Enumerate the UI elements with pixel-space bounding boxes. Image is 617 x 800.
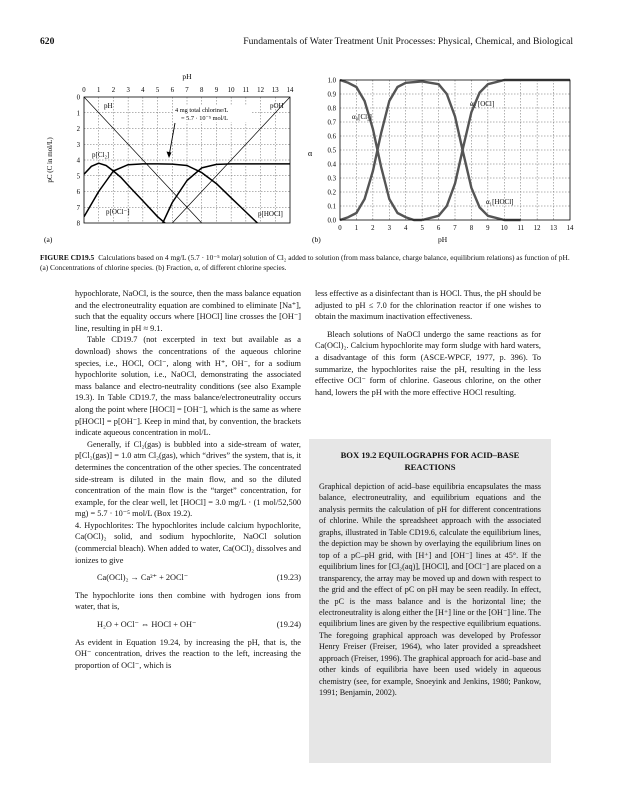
box-19-2 [309, 439, 551, 763]
figure-b-y-tick-label: 0.9 [327, 91, 336, 99]
figure-b-y-tick-label: 0.3 [327, 175, 336, 183]
figure-a-annotation-line2: = 5.7 · 10⁻⁵ mol/L [181, 115, 229, 122]
figure-b-y-tick-label: 0.1 [327, 203, 336, 211]
figure-b-y-tick-label: 0.5 [327, 147, 336, 155]
figure-a-y-tick-label: 1 [76, 110, 80, 118]
figure-b-panel-label: (b) [312, 235, 321, 244]
figure-a-annotation-arrow [169, 123, 175, 156]
figure-a-label-pocl: p[OCl⁻] [106, 208, 130, 216]
figure-a-series-line [99, 164, 290, 250]
paragraph: Generally, if Cl₂(gas) is bubbled into a side-stream of water, p[Cl₂(gas)] = 1.0 atm Cl₂(gas), which “drives” the system, that is, it determines the concentration of the other species. The concentrated side-stream is diluted in the main flow, and so the diluted concentration of the main flow is the “target” concentration, for example, for the clear well, let [HOCl] = 3.0 mg/L · (1 mol/52,500 mg) = 5.7 · 10⁻⁵ mol/L (Box 19.2). [75, 439, 301, 519]
paragraph: Table CD19.7 (not excerpted in text but available as a download) shows the concentrations of the aqueous chlorine species, i.e., HOCl, OCl⁻, along with H⁺, OH⁻, for a sodium hypochlorite solution, i.e., NaOCl, demonstrating the associated mass balance and electro-neutrality conditions (see also Example 19.3). In Table CD19.7, the mass balance/electroneutrality occurs along the point where [HOCl] = [OH⁻], which is the same as where p[HOCl] = p[OH⁻]. Keep in mind that, by convention, the brackets indicate aqueous concentration in mol/L. [75, 335, 301, 438]
figure-a-annotation-line1: 4 mg total chlorine/L [175, 107, 229, 114]
equation-number: (19.24) [276, 620, 301, 630]
figure-b-x-tick-label: 4 [404, 225, 408, 232]
list-item-hypochlorites: 4. Hypochlorites: The hypochlorites include calcium hypochlorite, Ca(OCl)₂ solid, and sodium hypochlorite, NaOCl solution (commercial bleach). When added to water, Ca(OCl)₂ dissolves and ionizes to give [75, 520, 301, 565]
figure-b-y-axis-label: α [308, 149, 313, 158]
figure-b-x-tick-label: 13 [550, 225, 557, 232]
figure-a-x-tick-label: 12 [257, 87, 264, 94]
figure-b-label-a0: α₀[Cl₂] [352, 113, 372, 121]
figure-a-x-tick-label: 13 [271, 87, 279, 94]
figure-a-label-phocl: p[HOCl] [258, 210, 283, 218]
figure-b-x-axis-label: pH [438, 235, 448, 244]
figure-b-x-tick-label: 5 [420, 225, 424, 232]
figure-a-y-tick-label: 5 [76, 173, 80, 181]
figure-b-x-tick-label: 7 [453, 225, 457, 232]
equation-number: (19.23) [276, 573, 301, 583]
figure-a-x-tick-label: 3 [126, 87, 130, 94]
figure-b-y-tick-label: 1.0 [327, 77, 336, 85]
figure-a-x-tick-label: 5 [155, 87, 160, 94]
left-column [75, 288, 301, 671]
equation-text: H₂O + OCl⁻ ⇔ HOCl + OH⁻ [97, 620, 197, 630]
figure-a-y-tick-label: 4 [76, 157, 80, 165]
figure-a-y-tick-label: 7 [76, 204, 80, 212]
figure-b-y-tick-label: 0.0 [327, 217, 336, 225]
figure-a-y-tick-label: 0 [76, 94, 80, 102]
figure-a-x-tick-label: 7 [185, 87, 189, 94]
figure-a-y-tick-label: 2 [76, 126, 80, 133]
figure-a-x-tick-label: 0 [82, 87, 86, 94]
figure-b-x-tick-label: 12 [533, 225, 541, 232]
running-header [40, 36, 573, 50]
figure-b-label-a1: α₁[HOCl] [486, 198, 514, 206]
figure-b-x-tick-label: 11 [517, 225, 524, 232]
figure-b-x-tick-label: 0 [338, 225, 342, 232]
figure-a-panel-label: (a) [44, 235, 53, 244]
figure-b-y-tick-label: 0.6 [327, 133, 336, 141]
figure-a-top-axis-label: pH [182, 72, 192, 81]
figure-a-x-tick-label: 11 [242, 87, 250, 94]
paragraph: As evident in Equation 19.24, by increasing the pH, that is, the OH⁻ concentration, drives the reaction to the left, increasing the proportion of OCl⁻, which is [75, 637, 301, 670]
figure-b-y-tick-label: 0.8 [327, 105, 336, 113]
figure-b-x-tick-label: 1 [354, 225, 359, 232]
figure-b-x-tick-label: 8 [469, 225, 474, 232]
paragraph: less effective as a disinfectant than is HOCl. Thus, the pH should be adjusted to pH ≤ 7.0 for the chlorination reactor if one wishes to obtain the maximum inactivation effectiveness. [315, 289, 541, 322]
figure-b-x-tick-label: 10 [500, 225, 508, 232]
equation-text: Ca(OCl)₂ → Ca²⁺ + 2OCl⁻ [97, 573, 189, 583]
figure-a-y-tick-label: 3 [76, 141, 80, 149]
figure-b-y-tick-label: 0.2 [327, 189, 336, 197]
figure-caption-text: Calculations based on 4 mg/L (5.7 · 10⁻⁵ molar) solution of Cl₂ added to solution (from mass balance, charge balance, equilibrium relations) as function of pH. (a) Concentrations of chlorine species. (b) Fraction, α, of different chlorine species. [40, 253, 570, 272]
page-number: 620 [40, 36, 55, 47]
figure-b-x-tick-label: 2 [371, 225, 375, 232]
figure-a-x-tick-label: 9 [214, 87, 219, 94]
figure-a-label-pcl2: p[Cl₂] [92, 151, 110, 159]
figure-a-x-tick-label: 14 [286, 87, 294, 94]
figure-b-y-tick-label: 0.4 [327, 161, 336, 169]
figure-a-x-tick-label: 2 [111, 87, 116, 94]
figure-a-arrow-head [167, 152, 172, 159]
figure-b-x-tick-label: 6 [436, 225, 441, 232]
figure-a-x-tick-label: 10 [227, 87, 235, 94]
figure-b-y-tick-label: 0.7 [327, 119, 336, 127]
figure-a-y-tick-label: 8 [76, 220, 80, 228]
figure-caption [40, 253, 574, 273]
box-body: Graphical depiction of acid–base equilibria encapsulates the mass balance, electroneutrality, and equilibrium equations and the analysis permits the calculation of pH for different concentrations of chlorine. While the spreadsheet approach with the associated graphs, illustrated in Table CD19.6, calculate the equilibrium lines, the depiction may be shown by overlaying the equilibrium lines on top of a pC–pH grid, with [H⁺] and [OH⁻] lines at 45°. If the equilibrium lines for [Cl₂(aq)], [HOCl], and [OCl⁻] are placed on a transparency, the array may be moved up and down with respect to the grid and the effect of pC on pH may be seen readily. In effect, the pC is the mass balance and is the horizontal line; the electroneutrality is along either the [H⁺] line or the [OH⁻] line. The equilibrium lines are given by the respective equilibrium equations. The foregoing graphical approach was developed by Professor Henry Freiser (Freiser, 1964), who later provided a spreadsheet approach (Freiser, 1996). The graphical approach for acid–base and other kinds of equilibria have been used widely in aqueous chemistry (see, for example, Snoeyink and Jenkins, 1980; Pankow, 1991; Benjamin, 2002). [319, 482, 541, 698]
figure-b-x-tick-label: 3 [387, 225, 391, 232]
figure-caption-label: FIGURE CD19.5 [40, 253, 95, 262]
figure-a-y-axis-label: pC (C in mol/L) [46, 137, 54, 183]
figure-a-label-ph: pH [104, 102, 113, 110]
figure-a-x-tick-label: 4 [141, 87, 145, 94]
figure-a-label-poh: pOH [270, 102, 284, 110]
figure-a-y-tick-label: 6 [76, 189, 80, 196]
paragraph: hypochlorate, NaOCl, is the source, then the mass balance equation and the electroneutrality equation are combined to eliminate [Na⁺], such that the equality occurs where [HOCl] line crosses the [OH⁻] line, resulting in pH ≈ 9.1. [75, 289, 301, 333]
figure-b-chart [300, 70, 580, 250]
figure-a-x-tick-label: 1 [97, 87, 101, 94]
box-title: BOX 19.2 EQUILOGRAPHS FOR ACID–BASE REACTIONS [340, 450, 520, 472]
figure-b-x-tick-label: 14 [566, 225, 574, 232]
figure-a-x-tick-label: 6 [170, 87, 174, 94]
running-title: Fundamentals of Water Treatment Unit Processes: Physical, Chemical, and Biological [243, 36, 573, 47]
figure-b-label-a2: α₂ [OCl] [470, 100, 495, 108]
equation-19-23 [75, 572, 301, 584]
figure-b-grid [340, 80, 570, 220]
paragraph: Bleach solutions of NaOCl undergo the same reactions as for Ca(OCl)₂. Calcium hypochlorite may form sludge with hard waters, a disadvantage of this form (ASCE-WPCF, 1977, p. 396). To summarize, the hypochlorites raise the pH, resulting in the less effective OCl⁻ form of chlorine. Gaseous chlorine, on the other hand, lowers the pH with the more effective HOCl resulting. [315, 329, 541, 397]
figure-a-chart [44, 70, 294, 250]
figure-b-x-tick-label: 9 [486, 225, 490, 232]
equation-19-24 [75, 619, 301, 631]
paragraph: The hypochlorite ions then combine with hydrogen ions from water, that is, [75, 590, 301, 612]
figure-a-x-tick-label: 8 [200, 87, 204, 94]
right-column [315, 288, 541, 398]
